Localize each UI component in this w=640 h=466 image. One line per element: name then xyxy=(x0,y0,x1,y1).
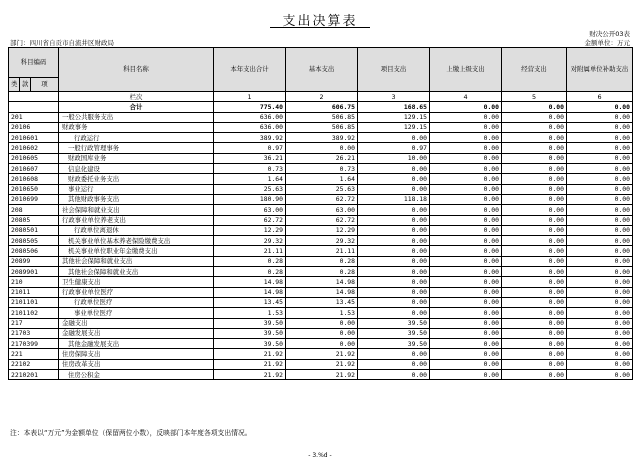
row-value: 21.11 xyxy=(214,246,286,256)
total-value: 0.00 xyxy=(567,102,633,112)
table-row xyxy=(9,256,633,266)
row-value: 0.00 xyxy=(567,349,633,359)
row-value: 0.00 xyxy=(430,153,502,163)
row-value: 0.00 xyxy=(430,277,502,287)
table-row xyxy=(9,267,633,277)
table-row xyxy=(9,297,633,307)
total-row xyxy=(9,102,633,112)
row-value: 0.00 xyxy=(502,164,567,174)
row-value: 0.00 xyxy=(430,318,502,328)
row-value: 0.00 xyxy=(358,215,430,225)
row-value: 39.50 xyxy=(214,339,286,349)
row-value: 14.98 xyxy=(214,287,286,297)
row-value: 10.00 xyxy=(358,153,430,163)
row-value: 0.00 xyxy=(430,236,502,246)
row-name: 行政单位医疗 xyxy=(59,297,214,307)
table-row xyxy=(9,153,633,163)
col-index: 2 xyxy=(286,92,358,102)
row-value: 0.00 xyxy=(502,122,567,132)
table-row xyxy=(9,328,633,338)
row-value: 0.00 xyxy=(430,339,502,349)
row-value: 14.98 xyxy=(286,287,358,297)
row-value: 506.85 xyxy=(286,122,358,132)
title-underline xyxy=(270,27,370,28)
row-value: 0.00 xyxy=(502,205,567,215)
row-value: 0.00 xyxy=(502,297,567,307)
row-name: 信息化建设 xyxy=(59,164,214,174)
row-value: 0.00 xyxy=(567,225,633,235)
row-value: 0.00 xyxy=(502,267,567,277)
row-value: 0.00 xyxy=(358,359,430,369)
row-value: 0.28 xyxy=(214,256,286,266)
total-value: 606.75 xyxy=(286,102,358,112)
row-value: 1.53 xyxy=(214,308,286,318)
row-value: 0.00 xyxy=(430,256,502,266)
row-value: 0.00 xyxy=(567,318,633,328)
table-row xyxy=(9,143,633,153)
row-value: 506.85 xyxy=(286,112,358,122)
row-value: 0.00 xyxy=(286,328,358,338)
row-value: 0.00 xyxy=(430,143,502,153)
row-value: 21.92 xyxy=(214,370,286,380)
row-value: 180.90 xyxy=(214,194,286,204)
row-value: 118.18 xyxy=(358,194,430,204)
column-index-row xyxy=(9,92,633,102)
table-row xyxy=(9,122,633,132)
row-value: 0.00 xyxy=(358,308,430,318)
row-value: 0.73 xyxy=(214,164,286,174)
row-name: 行政运行 xyxy=(59,133,214,143)
row-name: 卫生健康支出 xyxy=(59,277,214,287)
row-value: 0.00 xyxy=(430,194,502,204)
row-value: 21.92 xyxy=(286,370,358,380)
row-value: 0.00 xyxy=(430,205,502,215)
row-code: 20106 xyxy=(9,122,59,132)
row-value: 0.00 xyxy=(358,267,430,277)
row-value: 0.00 xyxy=(567,194,633,204)
row-value: 21.92 xyxy=(214,359,286,369)
row-value: 389.92 xyxy=(214,133,286,143)
row-code: 20805 xyxy=(9,215,59,225)
total-label: 合计 xyxy=(59,102,214,112)
table-row xyxy=(9,174,633,184)
table-row xyxy=(9,287,633,297)
row-value: 0.00 xyxy=(502,328,567,338)
row-value: 1.64 xyxy=(286,174,358,184)
row-value: 25.63 xyxy=(214,184,286,194)
table-row xyxy=(9,112,633,122)
row-value: 0.00 xyxy=(430,287,502,297)
row-name: 行政单位离退休 xyxy=(59,225,214,235)
row-value: 0.00 xyxy=(358,236,430,246)
row-value: 0.00 xyxy=(430,370,502,380)
header-total: 本年支出合计 xyxy=(214,48,286,92)
table-row xyxy=(9,133,633,143)
header-code: 科目编码 xyxy=(9,48,59,78)
row-name: 财政委托业务支出 xyxy=(59,174,214,184)
row-value: 0.00 xyxy=(430,308,502,318)
row-value: 0.00 xyxy=(567,215,633,225)
department-label: 部门：四川省自贡市自流井区财政局 xyxy=(10,39,114,47)
col-index: 5 xyxy=(502,92,567,102)
header-xiang: 项 xyxy=(31,78,59,92)
row-value: 0.00 xyxy=(567,256,633,266)
row-value: 62.72 xyxy=(286,194,358,204)
row-value: 0.00 xyxy=(358,277,430,287)
row-value: 14.98 xyxy=(214,277,286,287)
row-code: 221 xyxy=(9,349,59,359)
table-row xyxy=(9,225,633,235)
row-code: 2210201 xyxy=(9,370,59,380)
row-value: 21.11 xyxy=(286,246,358,256)
row-value: 0.00 xyxy=(502,174,567,184)
row-value: 63.00 xyxy=(286,205,358,215)
row-value: 39.50 xyxy=(358,318,430,328)
row-code: 2170399 xyxy=(9,339,59,349)
total-value: 775.40 xyxy=(214,102,286,112)
row-value: 14.98 xyxy=(286,277,358,287)
page-number: - 3.%d - xyxy=(308,452,332,459)
row-value: 36.21 xyxy=(214,153,286,163)
row-value: 0.00 xyxy=(358,164,430,174)
row-code: 2010602 xyxy=(9,143,59,153)
footnote: 注：本表以“万元”为金额单位（保留两位小数），反映部门本年度各项支出情况。 xyxy=(10,429,252,437)
col-index: 6 xyxy=(567,92,633,102)
table-row xyxy=(9,215,633,225)
row-value: 25.63 xyxy=(286,184,358,194)
row-value: 0.28 xyxy=(286,256,358,266)
row-code: 2010650 xyxy=(9,184,59,194)
row-value: 0.00 xyxy=(358,174,430,184)
row-value: 0.00 xyxy=(567,308,633,318)
row-value: 0.00 xyxy=(502,339,567,349)
row-value: 0.00 xyxy=(358,287,430,297)
row-name: 金融支出 xyxy=(59,318,214,328)
row-value: 0.00 xyxy=(567,246,633,256)
row-value: 0.00 xyxy=(502,318,567,328)
expenditure-table xyxy=(8,47,633,380)
row-value: 39.50 xyxy=(214,318,286,328)
table-row xyxy=(9,205,633,215)
row-name: 行政事业单位医疗 xyxy=(59,287,214,297)
row-name: 住房保障支出 xyxy=(59,349,214,359)
row-value: 0.00 xyxy=(358,205,430,215)
row-value: 21.92 xyxy=(214,349,286,359)
row-value: 0.00 xyxy=(358,184,430,194)
row-value: 0.00 xyxy=(567,359,633,369)
row-name: 机关事业单位基本养老保险缴费支出 xyxy=(59,236,214,246)
row-name: 其他社会保障和就业支出 xyxy=(59,256,214,266)
table-row xyxy=(9,194,633,204)
row-value: 0.00 xyxy=(567,297,633,307)
row-code: 210 xyxy=(9,277,59,287)
table-row xyxy=(9,277,633,287)
row-value: 0.00 xyxy=(502,194,567,204)
row-code: 21011 xyxy=(9,287,59,297)
row-value: 0.00 xyxy=(567,328,633,338)
row-value: 63.00 xyxy=(214,205,286,215)
row-value: 0.00 xyxy=(502,153,567,163)
form-number: 财决公开03表 xyxy=(589,30,630,38)
row-value: 0.00 xyxy=(286,318,358,328)
row-value: 0.00 xyxy=(567,277,633,287)
row-value: 0.00 xyxy=(358,246,430,256)
row-value: 0.28 xyxy=(286,267,358,277)
row-value: 39.50 xyxy=(214,328,286,338)
row-value: 0.00 xyxy=(567,153,633,163)
row-value: 0.00 xyxy=(430,246,502,256)
row-value: 0.97 xyxy=(358,143,430,153)
row-value: 0.00 xyxy=(502,287,567,297)
row-value: 0.00 xyxy=(358,225,430,235)
row-value: 0.00 xyxy=(567,205,633,215)
row-value: 0.00 xyxy=(567,184,633,194)
row-value: 0.00 xyxy=(430,328,502,338)
row-value: 0.00 xyxy=(567,236,633,246)
row-value: 1.64 xyxy=(214,174,286,184)
row-code: 22102 xyxy=(9,359,59,369)
row-value: 0.00 xyxy=(430,122,502,132)
row-code: 2101101 xyxy=(9,297,59,307)
row-name: 财政事务 xyxy=(59,122,214,132)
row-name: 金融发展支出 xyxy=(59,328,214,338)
header-project: 项目支出 xyxy=(358,48,430,92)
row-value: 39.50 xyxy=(358,339,430,349)
table-row xyxy=(9,236,633,246)
header-kuan: 款 xyxy=(20,78,31,92)
table-title: 支出决算表 xyxy=(282,14,358,29)
row-code: 2010608 xyxy=(9,174,59,184)
row-value: 0.00 xyxy=(567,174,633,184)
row-value: 0.00 xyxy=(502,143,567,153)
row-value: 636.00 xyxy=(214,112,286,122)
row-value: 0.00 xyxy=(286,143,358,153)
table-row xyxy=(9,339,633,349)
row-value: 39.50 xyxy=(358,328,430,338)
row-value: 0.00 xyxy=(502,308,567,318)
row-value: 0.00 xyxy=(430,112,502,122)
row-value: 0.00 xyxy=(430,267,502,277)
table-row xyxy=(9,184,633,194)
row-name: 机关事业单位职业年金缴费支出 xyxy=(59,246,214,256)
row-value: 0.00 xyxy=(358,133,430,143)
row-value: 0.00 xyxy=(502,349,567,359)
row-code: 20899 xyxy=(9,256,59,266)
table-row xyxy=(9,359,633,369)
total-value: 168.65 xyxy=(358,102,430,112)
row-value: 0.00 xyxy=(567,133,633,143)
header-basic: 基本支出 xyxy=(286,48,358,92)
row-value: 0.00 xyxy=(430,133,502,143)
row-name: 一般行政管理事务 xyxy=(59,143,214,153)
row-name: 其他社会保障和就业支出 xyxy=(59,267,214,277)
row-name: 其他金融发展支出 xyxy=(59,339,214,349)
row-value: 0.00 xyxy=(502,359,567,369)
header-lei: 类 xyxy=(9,78,20,92)
row-value: 0.00 xyxy=(358,349,430,359)
row-value: 1.53 xyxy=(286,308,358,318)
row-value: 0.00 xyxy=(502,370,567,380)
row-name: 一般公共服务支出 xyxy=(59,112,214,122)
row-value: 0.73 xyxy=(286,164,358,174)
row-value: 0.00 xyxy=(567,339,633,349)
row-value: 0.28 xyxy=(214,267,286,277)
header-name: 科目名称 xyxy=(59,48,214,92)
row-value: 13.45 xyxy=(214,297,286,307)
row-value: 0.00 xyxy=(430,225,502,235)
col-index: 3 xyxy=(358,92,430,102)
header-upper: 上缴上级支出 xyxy=(430,48,502,92)
row-value: 13.45 xyxy=(286,297,358,307)
row-value: 0.00 xyxy=(567,370,633,380)
row-value: 0.00 xyxy=(430,184,502,194)
row-value: 62.72 xyxy=(286,215,358,225)
col-index: 1 xyxy=(214,92,286,102)
row-value: 0.00 xyxy=(567,287,633,297)
row-value: 0.00 xyxy=(567,112,633,122)
row-value: 0.00 xyxy=(430,297,502,307)
row-value: 0.00 xyxy=(430,359,502,369)
row-value: 0.00 xyxy=(567,164,633,174)
row-name: 住房公积金 xyxy=(59,370,214,380)
row-code: 208 xyxy=(9,205,59,215)
row-value: 0.00 xyxy=(567,122,633,132)
table-row xyxy=(9,308,633,318)
row-code: 2089901 xyxy=(9,267,59,277)
row-value: 0.00 xyxy=(502,112,567,122)
row-value: 12.29 xyxy=(286,225,358,235)
total-value: 0.00 xyxy=(430,102,502,112)
col-index: 4 xyxy=(430,92,502,102)
row-value: 0.00 xyxy=(358,256,430,266)
row-name: 住房改革支出 xyxy=(59,359,214,369)
row-code: 2080505 xyxy=(9,236,59,246)
row-value: 636.00 xyxy=(214,122,286,132)
row-value: 21.92 xyxy=(286,349,358,359)
row-name: 社会保障和就业支出 xyxy=(59,205,214,215)
table-row xyxy=(9,370,633,380)
row-value: 0.00 xyxy=(502,256,567,266)
table-row xyxy=(9,349,633,359)
row-code: 2080501 xyxy=(9,225,59,235)
row-value: 0.00 xyxy=(567,267,633,277)
row-code: 2010605 xyxy=(9,153,59,163)
table-row xyxy=(9,246,633,256)
row-value: 26.21 xyxy=(286,153,358,163)
table-row xyxy=(9,164,633,174)
row-value: 0.00 xyxy=(358,297,430,307)
row-code: 2080506 xyxy=(9,246,59,256)
row-value: 129.15 xyxy=(358,122,430,132)
row-value: 0.00 xyxy=(567,143,633,153)
row-code: 2010699 xyxy=(9,194,59,204)
row-value: 0.00 xyxy=(430,215,502,225)
table-row xyxy=(9,318,633,328)
row-value: 0.00 xyxy=(286,339,358,349)
row-value: 0.00 xyxy=(502,225,567,235)
row-code: 2010601 xyxy=(9,133,59,143)
row-name: 行政事业单位养老支出 xyxy=(59,215,214,225)
row-value: 0.00 xyxy=(430,174,502,184)
row-value: 0.00 xyxy=(502,246,567,256)
row-value: 0.00 xyxy=(502,236,567,246)
row-code: 201 xyxy=(9,112,59,122)
lanci-label: 栏次 xyxy=(59,92,214,102)
header-business: 经营支出 xyxy=(502,48,567,92)
total-value: 0.00 xyxy=(502,102,567,112)
row-code: 217 xyxy=(9,318,59,328)
row-value: 0.00 xyxy=(502,133,567,143)
row-code: 2010607 xyxy=(9,164,59,174)
row-name: 事业单位医疗 xyxy=(59,308,214,318)
row-value: 389.92 xyxy=(286,133,358,143)
row-value: 0.00 xyxy=(502,184,567,194)
row-value: 129.15 xyxy=(358,112,430,122)
row-value: 12.29 xyxy=(214,225,286,235)
row-value: 21.92 xyxy=(286,359,358,369)
row-name: 事业运行 xyxy=(59,184,214,194)
row-name: 其他财政事务支出 xyxy=(59,194,214,204)
unit-label: 金额单位：万元 xyxy=(584,39,630,47)
row-value: 0.00 xyxy=(502,215,567,225)
row-value: 0.00 xyxy=(358,370,430,380)
header-subsidy: 对附属单位补助支出 xyxy=(567,48,633,92)
row-code: 21703 xyxy=(9,328,59,338)
row-code: 2101102 xyxy=(9,308,59,318)
row-value: 0.97 xyxy=(214,143,286,153)
row-value: 0.00 xyxy=(502,277,567,287)
row-value: 29.32 xyxy=(214,236,286,246)
row-name: 财政国库业务 xyxy=(59,153,214,163)
row-value: 0.00 xyxy=(430,164,502,174)
row-value: 29.32 xyxy=(286,236,358,246)
row-value: 0.00 xyxy=(430,349,502,359)
row-value: 62.72 xyxy=(214,215,286,225)
